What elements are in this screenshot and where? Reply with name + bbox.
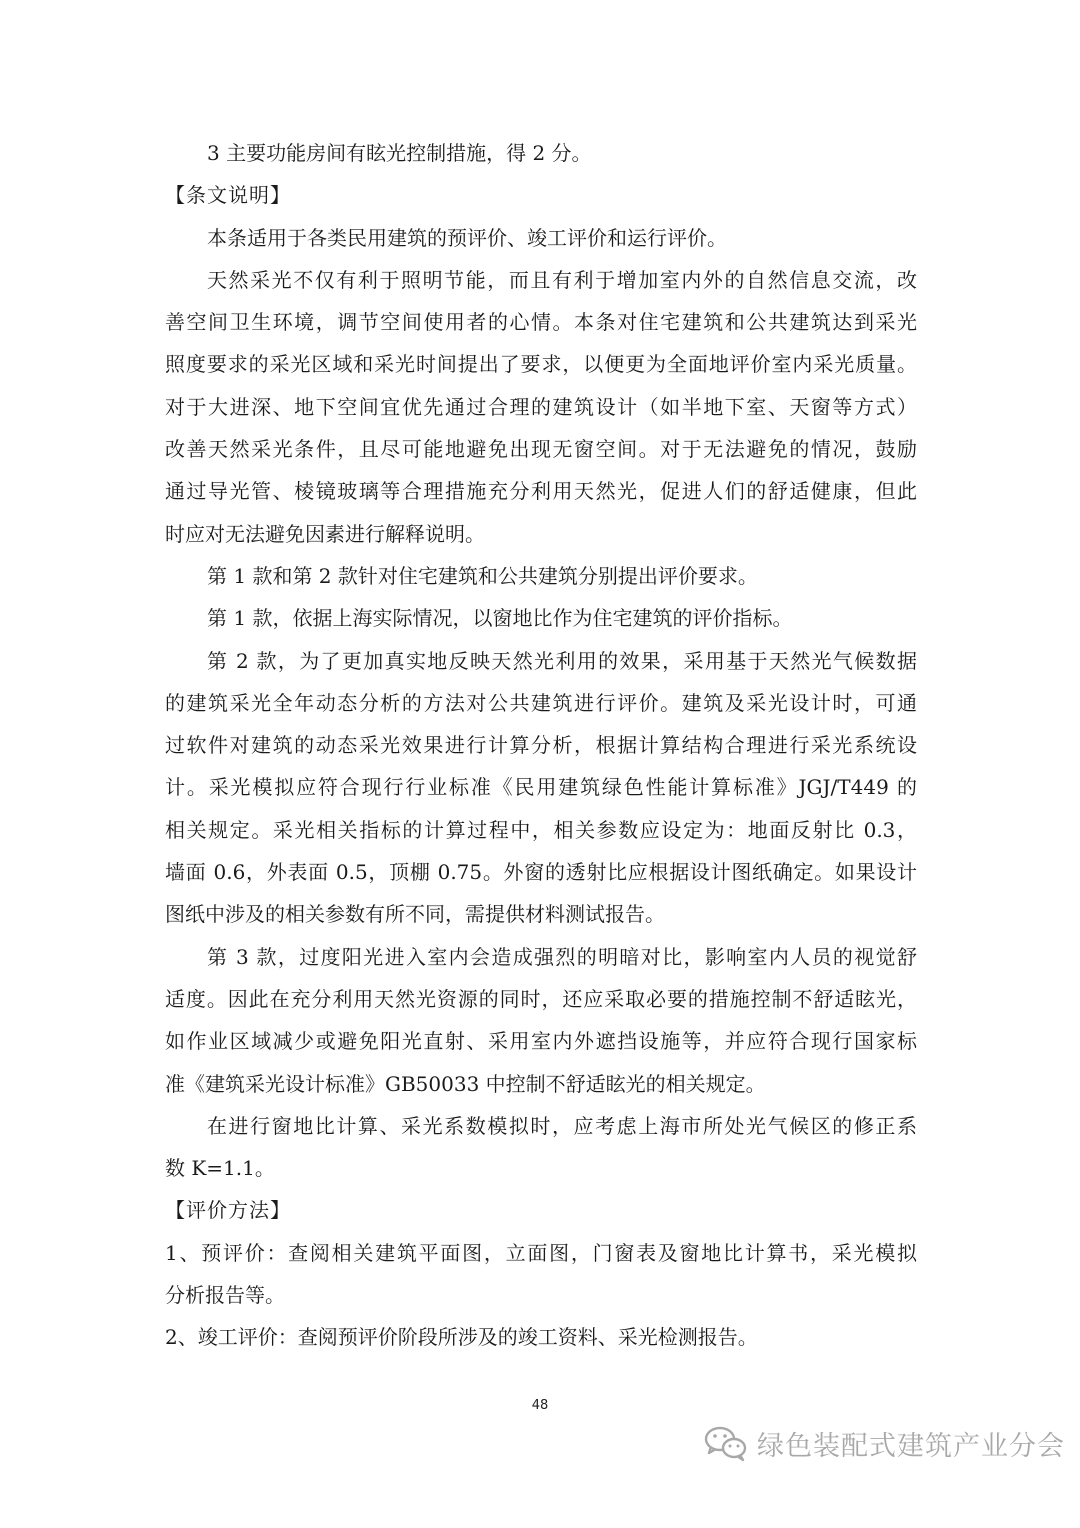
paragraph-line: 改善天然采光条件，且尽可能地避免出现无窗空间。对于无法避免的情况，鼓励 [165, 437, 917, 462]
paragraph-line: 对于大进深、地下空间宜优先通过合理的建筑设计（如半地下室、天窗等方式） [165, 394, 917, 419]
document-body [165, 132, 917, 1359]
paragraph-line: 数 K=1.1。 [165, 1156, 275, 1181]
paragraph-line: 图纸中涉及的相关参数有所不同，需提供材料测试报告。 [165, 902, 665, 927]
paragraph-line: 计。采光模拟应符合现行行业标准《民用建筑绿色性能计算标准》JGJ/T449 的 [165, 775, 917, 800]
list-item-pre-evaluation: 1、预评价：查阅相关建筑平面图，立面图，门窗表及窗地比计算书，采光模拟 [165, 1240, 917, 1265]
paragraph-line: 第 1 款，依据上海实际情况，以窗地比作为住宅建筑的评价指标。 [207, 606, 793, 631]
list-item-completion-evaluation: 2、竣工评价：查阅预评价阶段所涉及的竣工资料、采光检测报告。 [165, 1325, 758, 1350]
paragraph-line: 天然采光不仅有利于照明节能，而且有利于增加室内外的自然信息交流，改 [207, 267, 917, 292]
paragraph-line: 适度。因此在充分利用天然光资源的同时，还应采取必要的措施控制不舒适眩光， [165, 986, 917, 1011]
paragraph-line: 相关规定。采光相关指标的计算过程中，相关参数应设定为：地面反射比 0.3， [165, 817, 917, 842]
paragraph-line: 墙面 0.6，外表面 0.5，顶棚 0.75。外窗的透射比应根据设计图纸确定。如果设计 [165, 860, 917, 885]
paragraph-line: 本条适用于各类民用建筑的预评价、竣工评价和运行评价。 [207, 225, 727, 250]
paragraph-line: 时应对无法避免因素进行解释说明。 [165, 521, 485, 546]
paragraph-line: 第 2 款，为了更加真实地反映天然光利用的效果，采用基于天然光气候数据 [207, 648, 917, 673]
paragraph-line: 照度要求的采光区域和采光时间提出了要求，以便更为全面地评价室内采光质量。 [165, 352, 917, 377]
paragraph-line: 在进行窗地比计算、采光系数模拟时，应考虑上海市所处光气候区的修正系 [207, 1113, 917, 1138]
section-heading-evaluation-method: 【评价方法】 [165, 1198, 291, 1223]
paragraph-line: 善空间卫生环境，调节空间使用者的心情。本条对住宅建筑和公共建筑达到采光 [165, 310, 917, 335]
paragraph-line: 通过导光管、棱镜玻璃等合理措施充分利用天然光，促进人们的舒适健康，但此 [165, 479, 917, 504]
paragraph-line: 如作业区域减少或避免阳光直射、采用室内外遮挡设施等，并应符合现行国家标 [165, 1029, 917, 1054]
paragraph-line: 的建筑采光全年动态分析的方法对公共建筑进行评价。建筑及采光设计时，可通 [165, 690, 917, 715]
section-heading-clause-explanation: 【条文说明】 [165, 183, 291, 208]
list-item-continuation: 分析报告等。 [165, 1283, 285, 1308]
paragraph-line: 过软件对建筑的动态采光效果进行计算分析，根据计算结构合理进行采光系统设 [165, 733, 917, 758]
clause-item-3: 3 主要功能房间有眩光控制措施，得 2 分。 [207, 141, 592, 165]
paragraph-line: 准《建筑采光设计标准》GB50033 中控制不舒适眩光的相关规定。 [165, 1071, 766, 1096]
paragraph-line: 第 3 款，过度阳光进入室内会造成强烈的明暗对比，影响室内人员的视觉舒 [207, 944, 917, 969]
paragraph-line: 第 1 款和第 2 款针对住宅建筑和公共建筑分别提出评价要求。 [207, 563, 758, 588]
watermark [703, 1420, 1065, 1466]
wechat-icon [703, 1424, 749, 1462]
watermark-text: 绿色装配式建筑产业分会 [757, 1430, 1065, 1462]
page-number: 48 [531, 1398, 549, 1413]
